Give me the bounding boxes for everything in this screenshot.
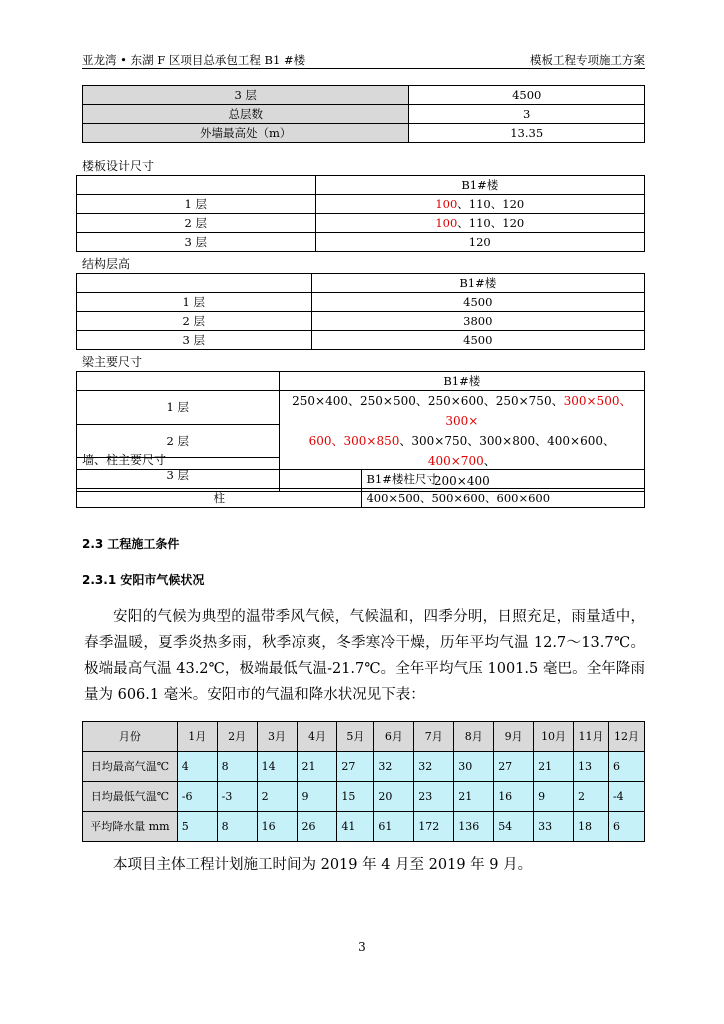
row-value: 4500 [409, 86, 645, 105]
climate-value: 6 [608, 752, 644, 782]
climate-value: 4 [177, 752, 217, 782]
climate-value: 8 [217, 812, 257, 842]
column-header: B1#楼柱尺寸 [362, 470, 645, 489]
climate-value: -4 [608, 782, 644, 812]
row-value: 4500 [311, 331, 644, 350]
climate-value: 9 [297, 782, 337, 812]
row-value: 3 [409, 105, 645, 124]
month-cell: 8月 [454, 722, 494, 752]
highlight-value: 100 [435, 216, 458, 230]
climate-value: 33 [534, 812, 574, 842]
total-height-table [82, 85, 645, 143]
climate-value: 21 [297, 752, 337, 782]
table-row [83, 812, 645, 842]
table-row [83, 782, 645, 812]
table-row [77, 233, 645, 252]
month-cell: 3月 [257, 722, 297, 752]
climate-value: 27 [494, 752, 534, 782]
climate-value: 54 [494, 812, 534, 842]
month-cell: 12月 [608, 722, 644, 752]
row-label: 日均最低气温℃ [83, 782, 178, 812]
beam-highlight: 400×700 [427, 454, 484, 468]
month-cell: 11月 [574, 722, 609, 752]
row-value: 400×500、500×600、600×600 [362, 489, 645, 508]
beam-line-2 [280, 431, 644, 471]
month-cell: 2月 [217, 722, 257, 752]
climate-value: 41 [337, 812, 374, 842]
month-cell: 7月 [414, 722, 454, 752]
month-cell: 1月 [177, 722, 217, 752]
blank-cell [77, 470, 362, 489]
table-row [77, 293, 645, 312]
slab-table [76, 175, 645, 252]
climate-value: 2 [574, 782, 609, 812]
row-value: 13.35 [409, 124, 645, 143]
row-label: 3 层 [77, 331, 312, 350]
table-row [77, 331, 645, 350]
page-number: 3 [358, 940, 366, 954]
climate-paragraph: 安阳的气候为典型的温带季风气候，气候温和，四季分明，日照充足，雨量适中，春季温暖，夏季炎热多雨，秋季凉爽，冬季寒冷干燥，历年平均气温 12.7～13.7℃。极端最高气温 43.2℃，极端最低气温-21.7℃。全年平均气压 1001.5 毫巴。全年降雨量为 606.1 毫米。安阳市的气温和降水状况见下表： [84, 609, 645, 703]
month-header: 月份 [83, 722, 178, 752]
column-header: B1#楼 [315, 176, 644, 195]
climate-value: 8 [217, 752, 257, 782]
climate-value: 27 [337, 752, 374, 782]
climate-value: 13 [574, 752, 609, 782]
floor-height-table [76, 273, 645, 350]
height-caption: 结构层高 [82, 257, 131, 271]
row-value [315, 195, 644, 214]
row-label: 2 层 [77, 214, 316, 233]
column-table [76, 469, 645, 508]
row-label: 3 层 [77, 233, 316, 252]
climate-value: 32 [374, 752, 414, 782]
header-right: 模板工程专项施工方案 [530, 53, 645, 67]
row-value [315, 214, 644, 233]
beam-highlight: 300×500、300× [445, 394, 632, 428]
column-caption: 墙、柱主要尺寸 [82, 453, 167, 467]
table-row [77, 391, 645, 425]
climate-value: -3 [217, 782, 257, 812]
beam-text: 、300×750、300×800、400×600、 [399, 434, 615, 448]
table-row [83, 752, 645, 782]
climate-value: 30 [454, 752, 494, 782]
beam-text: 、 [483, 454, 496, 468]
climate-value: 5 [177, 812, 217, 842]
table-row [83, 124, 645, 143]
climate-value: 15 [337, 782, 374, 812]
beam-line-1 [280, 391, 644, 431]
beam-highlight: 600、300×850 [308, 434, 400, 448]
table-row [83, 105, 645, 124]
climate-value: -6 [177, 782, 217, 812]
climate-value: 9 [534, 782, 574, 812]
table-row [83, 86, 645, 105]
row-value: 4500 [311, 293, 644, 312]
climate-value: 136 [454, 812, 494, 842]
climate-value: 16 [494, 782, 534, 812]
row-label: 总层数 [83, 105, 409, 124]
table-row [77, 214, 645, 233]
row-label: 平均降水量 mm [83, 812, 178, 842]
month-cell: 9月 [494, 722, 534, 752]
climate-value: 172 [414, 812, 454, 842]
climate-value: 20 [374, 782, 414, 812]
row-label: 1 层 [77, 391, 280, 425]
row-label: 1 层 [77, 195, 316, 214]
table-row [77, 312, 645, 331]
row-label: 1 层 [77, 293, 312, 312]
climate-table [82, 721, 645, 842]
column-header: B1#楼 [311, 274, 644, 293]
page-header [82, 50, 645, 69]
row-value: 3800 [311, 312, 644, 331]
climate-header-row [83, 722, 645, 752]
climate-value: 18 [574, 812, 609, 842]
month-cell: 6月 [374, 722, 414, 752]
slab-caption: 楼板设计尺寸 [82, 159, 155, 173]
beam-text: 250×400、250×500、250×600、250×750、 [292, 394, 564, 408]
climate-value: 21 [534, 752, 574, 782]
subsection-heading: 2.3.1 安阳市气候状况 [82, 573, 205, 587]
climate-value: 2 [257, 782, 297, 812]
blank-cell [77, 372, 280, 391]
climate-value: 61 [374, 812, 414, 842]
header-left: 亚龙湾 • 东湖 F 区项目总承包工程 B1 #楼 [82, 53, 306, 67]
table-row [77, 489, 645, 508]
row-label: 2 层 [77, 424, 280, 458]
beam-caption: 梁主要尺寸 [82, 355, 143, 369]
climate-value: 26 [297, 812, 337, 842]
climate-value: 14 [257, 752, 297, 782]
row-label: 柱 [77, 489, 362, 508]
row-label: 日均最高气温℃ [83, 752, 178, 782]
climate-value: 21 [454, 782, 494, 812]
blank-cell [77, 274, 312, 293]
month-cell: 5月 [337, 722, 374, 752]
blank-cell [77, 176, 316, 195]
month-cell: 4月 [297, 722, 337, 752]
climate-value: 6 [608, 812, 644, 842]
value-text: 、110、120 [457, 216, 525, 230]
schedule-paragraph: 本项目主体工程计划施工时间为 2019 年 4 月至 2019 年 9 月。 [113, 857, 533, 873]
section-heading: 2.3 工程施工条件 [82, 537, 180, 551]
row-label: 外墙最高处（m） [83, 124, 409, 143]
row-label: 3 层 [77, 458, 280, 492]
climate-value: 23 [414, 782, 454, 812]
value-text: 、110、120 [457, 197, 525, 211]
month-cell: 10月 [534, 722, 574, 752]
row-value [315, 233, 644, 252]
value-text: 120 [468, 235, 491, 249]
column-header: B1#楼 [279, 372, 644, 391]
climate-value: 32 [414, 752, 454, 782]
climate-value: 16 [257, 812, 297, 842]
highlight-value: 100 [435, 197, 458, 211]
row-label: 3 层 [83, 86, 409, 105]
table-row [77, 195, 645, 214]
row-label: 2 层 [77, 312, 312, 331]
beam-line-3: 200×400 [433, 474, 490, 488]
